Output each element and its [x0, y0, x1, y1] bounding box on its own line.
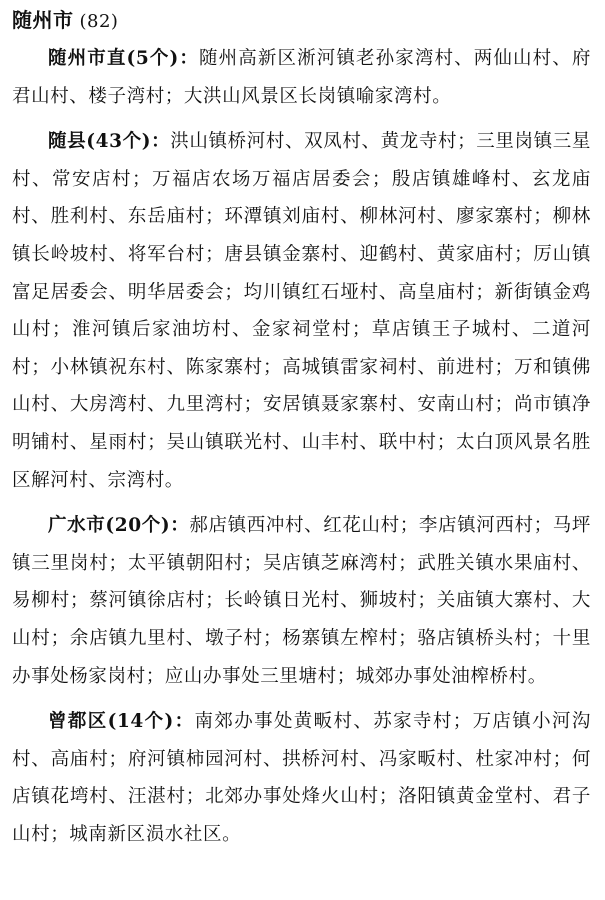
section-text: 郝店镇西冲村、红花山村；李店镇河西村；马坪镇三里岗村；太平镇朝阳村；吴店镇芝麻湾村；武胜关镇水果庙村、易柳村；蔡河镇徐店村；长岭镇日光村、狮坡村；关庙镇大寨村、大山村；余店镇九里村、墩子村；杨寨镇左榨村；骆店镇桥头村；十里办事处杨家岗村；应山办事处三里塘村；城郊办事处油榨桥村。 [12, 515, 591, 687]
section-suizhou-direct [12, 40, 591, 115]
section-suixian [12, 123, 591, 499]
section-heading: 曾都区 [48, 711, 108, 733]
section-text: 洪山镇桥河村、双凤村、黄龙寺村；三里岗镇三星村、常安店村；万福店农场万福店居委会；殷店镇雄峰村、玄龙庙村、胜利村、东岳庙村；环潭镇刘庙村、柳林河村、廖家寨村；柳林镇长岭坡村、将军台村；唐县镇金寨村、迎鹤村、黄家庙村；厉山镇富足居委会、明华居委会；均川镇红石垭村、高皇庙村；新街镇金鸡山村；淮河镇后家油坊村、金家祠堂村；草店镇王子城村、二道河村；小林镇祝东村、陈家寨村；高城镇雷家祠村、前进村；万和镇佛山村、大房湾村、九里湾村；安居镇聂家寨村、安南山村；尚市镇净明铺村、星雨村；吴山镇联光村、山丰村、联中村；太白顶风景名胜区解河村、宗湾村。 [12, 131, 592, 491]
section-text: 南郊办事处黄畈村、苏家寺村；万店镇小河沟村、高庙村；府河镇柿园河村、拱桥河村、冯家畈村、杜家冲村；何店镇花塆村、汪湛村；北郊办事处烽火山村；洛阳镇黄金堂村、君子山村；城南新区涢水社区。 [12, 711, 591, 845]
title-text: 随州市 [12, 8, 74, 32]
section-heading: 随县 [48, 131, 87, 153]
document-title [12, 6, 591, 36]
section-guangshui [12, 507, 591, 695]
section-count: (14个)： [107, 711, 195, 733]
section-heading: 广水市 [48, 515, 106, 537]
section-count: (5个)： [126, 48, 199, 69]
section-heading: 随州市直 [48, 48, 127, 69]
section-count: (20个)： [105, 515, 190, 537]
title-count: (82) [79, 11, 119, 32]
section-zengdu [12, 703, 591, 853]
section-text: 随州高新区淅河镇老孙家湾村、两仙山村、府君山村、楼子湾村；大洪山风景区长岗镇喻家湾村。 [12, 48, 591, 107]
section-count: (43个)： [86, 131, 171, 153]
